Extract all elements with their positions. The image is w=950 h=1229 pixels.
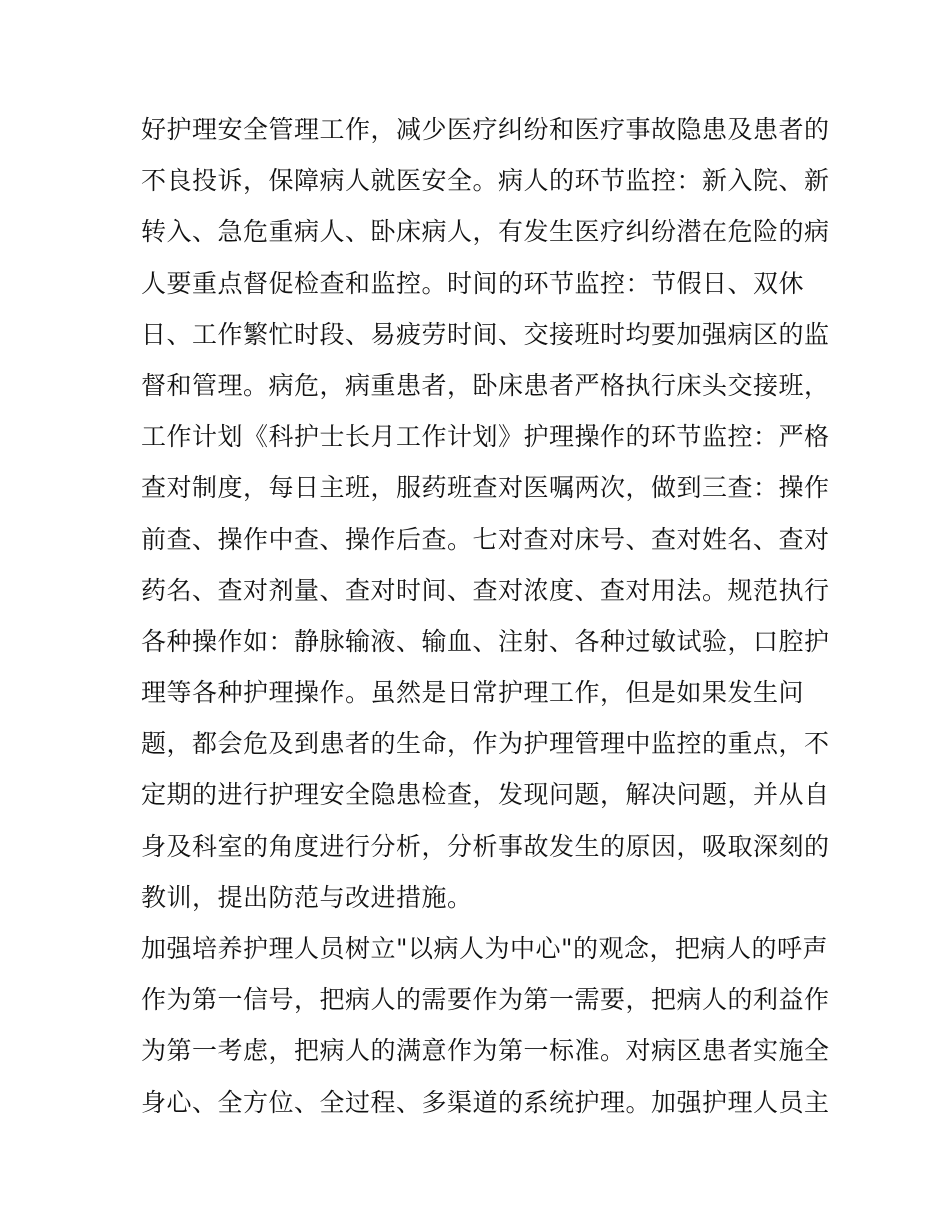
text-line: 定期的进行护理安全隐患检查，发现问题，解决问题，并从自 xyxy=(141,780,830,810)
text-line: 加强培养护理人员树立"以病人为中心"的观念，把病人的呼声 xyxy=(141,934,829,963)
text-line: 各种操作如：静脉输液、输血、注射、各种过敏试验，口腔护 xyxy=(141,626,830,656)
text-line: 人要重点督促检查和监控。时间的环节监控：节假日、双休 xyxy=(141,268,805,298)
text-line: 身及科室的角度进行分析，分析事故发生的原因，吸取深刻的 xyxy=(141,831,830,861)
text-line: 身心、全方位、全过程、多渠道的系统护理。加强护理人员主 xyxy=(141,1087,830,1117)
text-line: 督和管理。病危，病重患者，卧床患者严格执行床头交接班， xyxy=(141,370,830,400)
text-line: 理等各种护理操作。虽然是日常护理工作，但是如果发生问 xyxy=(141,678,805,708)
text-line: 药名、查对剂量、查对时间、查对浓度、查对用法。规范执行 xyxy=(141,575,830,605)
text-line: 作为第一信号，把病人的需要作为第一需要，把病人的利益作 xyxy=(141,985,830,1015)
text-line: 工作计划《科护士长月工作计划》护理操作的环节监控：严格 xyxy=(141,422,830,452)
text-line: 教训，提出防范与改进措施。 xyxy=(141,882,473,912)
text-line: 题，都会危及到患者的生命，作为护理管理中监控的重点，不 xyxy=(141,729,830,759)
text-line: 转入、急危重病人、卧床病人，有发生医疗纠纷潜在危险的病 xyxy=(141,217,830,247)
text-line: 前查、操作中查、操作后查。七对查对床号、查对姓名、查对 xyxy=(141,524,830,554)
text-line: 为第一考虑，把病人的满意作为第一标准。对病区患者实施全 xyxy=(141,1036,830,1066)
text-line: 日、工作繁忙时段、易疲劳时间、交接班时均要加强病区的监 xyxy=(141,319,830,349)
text-line: 好护理安全管理工作，减少医疗纠纷和医疗事故隐患及患者的 xyxy=(141,115,830,144)
document-body xyxy=(141,104,830,1128)
text-line: 查对制度，每日主班，服药班查对医嘱两次，做到三查：操作 xyxy=(141,473,830,503)
text-line: 不良投诉，保障病人就医安全。病人的环节监控：新入院、新 xyxy=(141,166,830,196)
